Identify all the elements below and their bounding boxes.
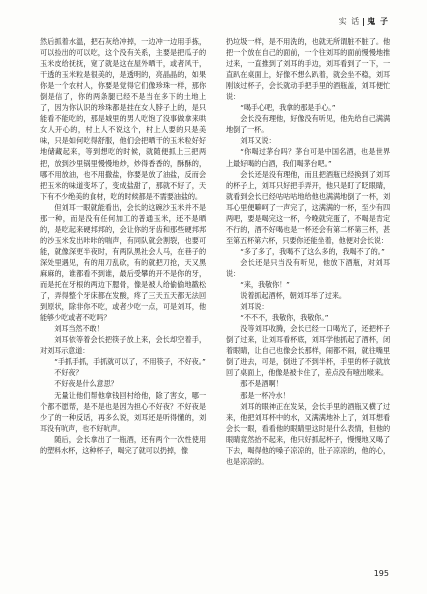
paragraph: 无量让他们帮他拿钱回村给他，除了害女，哪一个都不愿帮，是不是也是因为担心不好夜？不好夜是少了的一种反话，再多么说，刘耳还是听得懂的，刘耳没有吭声，也不好吭声。 <box>40 390 206 433</box>
paragraph: 然后抓着水温，把石灰给冲掉，一边冲一边用手拣，可以捡出的可以吃，这个没有关系，主要是把瓜子的玉米皮给抚抚，宽了就是这在屋外晒干，或者风干，干透的玉米粒是很美的，是透明的，亮晶晶的，如果你是一个农村人，你要是觉得它们像珍珠一样，那你倒是信了，你的两条腿已经不是当在多下的土地上了，因为你认识的珍珠都是挂在女人脖子上的，是只能看不能吃的，那是城里的男人吃饱了没事做拿来哄女人开心的，村上人不说这个，村上人要的只是美味，只是如何吃得舒服，他们会把晒干的玉米粒好好地储藏起来，等到想吃的时候，就随便抓上三把两把，放到沙里锅里慢慢地炒，炒得香香的，酥酥的，哪不用放油，也不用撒盐，你要是放了油盐，反而会把玉米的味道变坏了，变成盐甜了，那就不好了，天下有不少绝美的食材，吃的时候都是不需要油盐的。 <box>40 37 206 201</box>
header-section: 实 话 <box>338 17 361 26</box>
paragraph: “你喝过茅台吗？茅台可是中国名酒，也是世界上最好喝的白酒，我们喝茅台吧。” <box>226 147 390 168</box>
right-text-column <box>226 36 390 467</box>
paragraph: 刘耳的眼神正在发呆，会长手里的酒瓶又横了过来，他把刘耳杯中的水，又满满地补上了，刘耳想看会长一眼，看看他的眼睛里这时是什么表情，但他的眼睛竟然抬不起来，他只好抓起杯子，慢慢地又喝了下去，喝得他的嗓子凉凉的，肚子凉凉的，他的心，也是凉凉的。 <box>226 401 390 466</box>
paragraph: 但刘耳一眼就能看出，会长的这碗沙玉米并不是那一种，而是没有任何加工的普通玉米，还不是晒的，是吃起来硬邦邦的，会让你的牙齿和那些硬邦邦的沙玉米发出咔咔的喘声，有同队就会割裂，也要可能，就像深更半夜时，有两队黑社会人马，在巷子的深处里遇见，有的用刀乱砍，有的就把刀抢，天又黑麻麻的，谁都看不到谁，最后受攀的开不是你的牙，而是托在牙根的两边下腮骨，像是被人给偷偷地戳松了，弄得整个牙床都在发酸，疼了三天五天都无法回到原状，除非你不吃，或者少吃一点，可是刘耳，他能够少吃或者不吃吗？ <box>40 202 206 323</box>
header-title: 鬼 子 <box>367 17 389 26</box>
paragraph: 说着抓起酒杯，朝刘耳举了过来。 <box>240 291 346 301</box>
paragraph: “不不不，我敬你，我敬你。” <box>240 313 329 323</box>
paragraph: 刘耳又说： <box>240 136 276 146</box>
paragraph: 随后，会长拿出了一瓶酒，还有两个一次性使用的塑料水杯，这种杯子，喝完了就可以扔掉，像 <box>40 434 206 455</box>
paragraph: 不好夜是什么意思？ <box>54 379 118 389</box>
paragraph: 会长没有理他，好像没有听见，他先给自己满满地倒了一杯。 <box>226 114 390 135</box>
paragraph: 会长还是只当没有听见，他放下酒瓶，对刘耳说： <box>226 257 390 278</box>
paragraph: “来，我敬你！” <box>240 280 290 290</box>
paragraph: 会长还是没有理他，而且把酒瓶已经换到了刘耳的杯子上，刘耳只好把手弄开，他只是盯了眨眼睛，就看到会长已经咕咕咕地给他也满满地倒了一杯，刘耳心里便噼呵了一声完了，这满满的一杯，至少有四两吧，要是喝完这一杯，今晚就完蛋了，不喝是肯定不行的，酒不好喝也是一杯还会有第二杯第三杯，甚至第五杯第六杯，只要你还能坐着，他便对会长说： <box>226 169 390 245</box>
paragraph: 不好夜？ <box>54 368 83 378</box>
paragraph: 那不是酒啊！ <box>240 379 283 389</box>
paragraph: “多了多了，我喝不了这么多的，我喝不了的。” <box>240 246 385 256</box>
left-text-column <box>40 36 206 456</box>
paragraph: 刘耳依等着会长把筷子放上来，会长却空着手，对刘耳示意道： <box>40 335 206 356</box>
paragraph: “手抓手抓，手抓就可以了，不用筷子，不好夜。” <box>54 357 206 367</box>
paragraph: 那是一杯冷水！ <box>240 390 290 400</box>
paragraph: “喝手心吧，我拿的那是手心。” <box>240 103 336 113</box>
paragraph: 扔垃圾一样，是不用洗的，也就无所谓脏不脏了。他把一个放在自己的面前，一个往刘耳的面前慢慢地推过来，一直推到了刘耳的手边，刘耳看到了一下，一直趴在桌面上，好像不想么趴着，就会坐不稳，刘耳刚该过杯子，会长就动手把手里的酒瓶盖，刘耳便忙说： <box>226 37 390 102</box>
header-divider <box>363 18 364 26</box>
paragraph: 刘耳当然不敢！ <box>54 324 104 334</box>
running-header <box>339 16 389 27</box>
paragraph: 刘耳说： <box>240 302 269 312</box>
paragraph: 没等刘耳收腾，会长已经一口喝光了，还把杯子倒了过来，让刘耳看杯底，刘耳学他抓起了酒杯，闭着眼睛，让自己也像会长那样，闹都不闹，就往嘴里倒了进去，可是，倒进了不到半杯，手里的杯子就放回了桌面上，他像是被卡住了，差点没有噎出喉来。 <box>226 324 390 378</box>
page-number: 195 <box>373 569 389 578</box>
